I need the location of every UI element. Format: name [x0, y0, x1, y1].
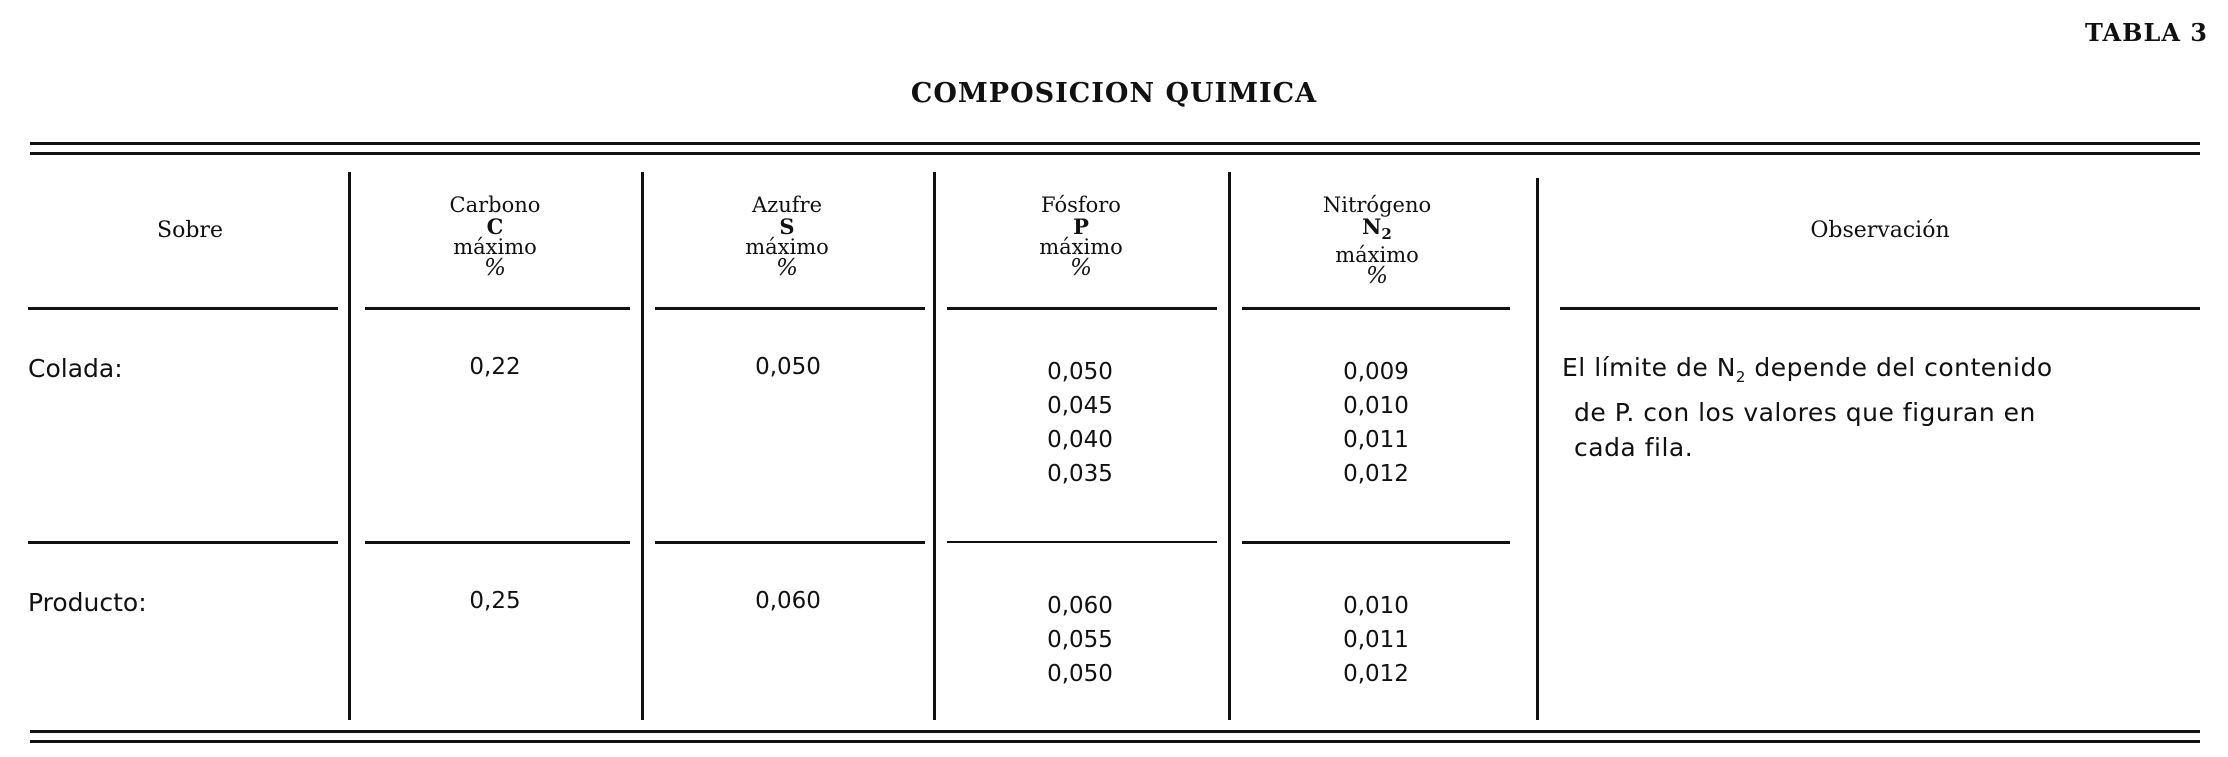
cell-fosforo-producto: [980, 589, 1180, 691]
table-number: TABLA 3: [2084, 18, 2208, 47]
row-label-producto: Producto:: [28, 588, 147, 617]
row-rule: [28, 541, 338, 544]
header-fosforo-unit: %: [1070, 255, 1092, 281]
value-nitrogeno: 0,009: [1343, 359, 1409, 385]
header-fosforo: [950, 195, 1212, 279]
bottom-rule-2: [30, 740, 2200, 743]
header-nitrogeno-unit: %: [1366, 263, 1388, 290]
header-nitrogeno-name: Nitrógeno: [1322, 193, 1432, 217]
top-rule-1: [30, 142, 2200, 145]
observacion-line-3: cada fila.: [1574, 433, 1694, 462]
cell-nitrogeno-producto: [1276, 589, 1476, 691]
column-divider: [348, 172, 351, 720]
header-rule: [28, 307, 338, 310]
value-fosforo: 0,040: [1047, 427, 1113, 453]
cell-fosforo-colada: [980, 355, 1180, 491]
observacion-line-1-a: El límite de N: [1562, 353, 1736, 382]
header-rule: [1242, 307, 1510, 310]
header-rule: [655, 307, 925, 310]
header-nitrogeno: [1243, 193, 1511, 290]
cell-carbono-colada: 0,22: [469, 354, 521, 380]
observacion-line-2: de P. con los valores que figuran en: [1574, 398, 2036, 427]
value-nitrogeno: 0,011: [1343, 427, 1409, 453]
value-nitrogeno: 0,011: [1343, 627, 1409, 653]
value-fosforo: 0,050: [1047, 359, 1113, 385]
row-rule: [947, 541, 1217, 543]
column-divider: [1228, 172, 1231, 720]
value-fosforo: 0,045: [1047, 393, 1113, 419]
header-azufre-symbol: S: [779, 214, 795, 239]
header-rule: [1560, 307, 2200, 310]
header-carbono-name: Carbono: [449, 193, 541, 217]
header-nitrogeno-symbol: [1243, 216, 1511, 245]
value-nitrogeno: 0,010: [1343, 393, 1409, 419]
top-rule-2: [30, 152, 2200, 155]
row-rule: [365, 541, 630, 544]
header-carbono-unit: %: [484, 255, 506, 281]
row-rule: [655, 541, 925, 544]
header-azufre: [657, 195, 917, 279]
header-sobre: Sobre: [157, 218, 223, 243]
header-nitrogeno-qual: máximo: [1335, 243, 1419, 268]
page-title: COMPOSICION QUIMICA: [910, 78, 1318, 109]
value-nitrogeno: 0,012: [1343, 461, 1409, 487]
value-fosforo: 0,055: [1047, 627, 1113, 653]
header-fosforo-qual: máximo: [1039, 235, 1123, 259]
header-azufre-unit: %: [776, 255, 798, 281]
value-nitrogeno: 0,010: [1343, 593, 1409, 619]
header-nitrogeno-symbol-text: N: [1362, 214, 1382, 239]
cell-azufre-producto: 0,060: [755, 588, 821, 614]
header-fosforo-name: Fósforo: [1041, 193, 1121, 217]
header-nitrogeno-symbol-sub: 2: [1381, 225, 1392, 244]
header-rule: [365, 307, 630, 310]
header-rule: [947, 307, 1217, 310]
column-divider: [933, 172, 936, 720]
header-azufre-name: Azufre: [752, 193, 822, 217]
cell-carbono-producto: 0,25: [469, 588, 521, 614]
value-fosforo: 0,050: [1047, 661, 1113, 687]
column-divider: [641, 172, 644, 720]
bottom-rule-1: [30, 730, 2200, 733]
header-observacion: Observación: [1810, 218, 1950, 243]
observacion-line-1-sub: 2: [1735, 368, 1746, 386]
observacion-line-1: [1562, 350, 2192, 395]
observacion-text: [1562, 350, 2192, 465]
value-nitrogeno: 0,012: [1343, 661, 1409, 687]
cell-azufre-colada: 0,050: [755, 354, 821, 380]
row-label-colada: Colada:: [28, 354, 123, 383]
row-rule: [1242, 541, 1510, 544]
value-fosforo: 0,035: [1047, 461, 1113, 487]
header-azufre-qual: máximo: [745, 235, 829, 259]
header-carbono-symbol: C: [486, 214, 504, 239]
header-fosforo-symbol: P: [1073, 214, 1089, 239]
value-fosforo: 0,060: [1047, 593, 1113, 619]
header-carbono-qual: máximo: [453, 235, 537, 259]
cell-nitrogeno-colada: [1276, 355, 1476, 491]
observacion-line-1-b: depende del contenido: [1745, 353, 2053, 382]
column-divider: [1536, 178, 1539, 720]
header-carbono: [365, 195, 625, 279]
